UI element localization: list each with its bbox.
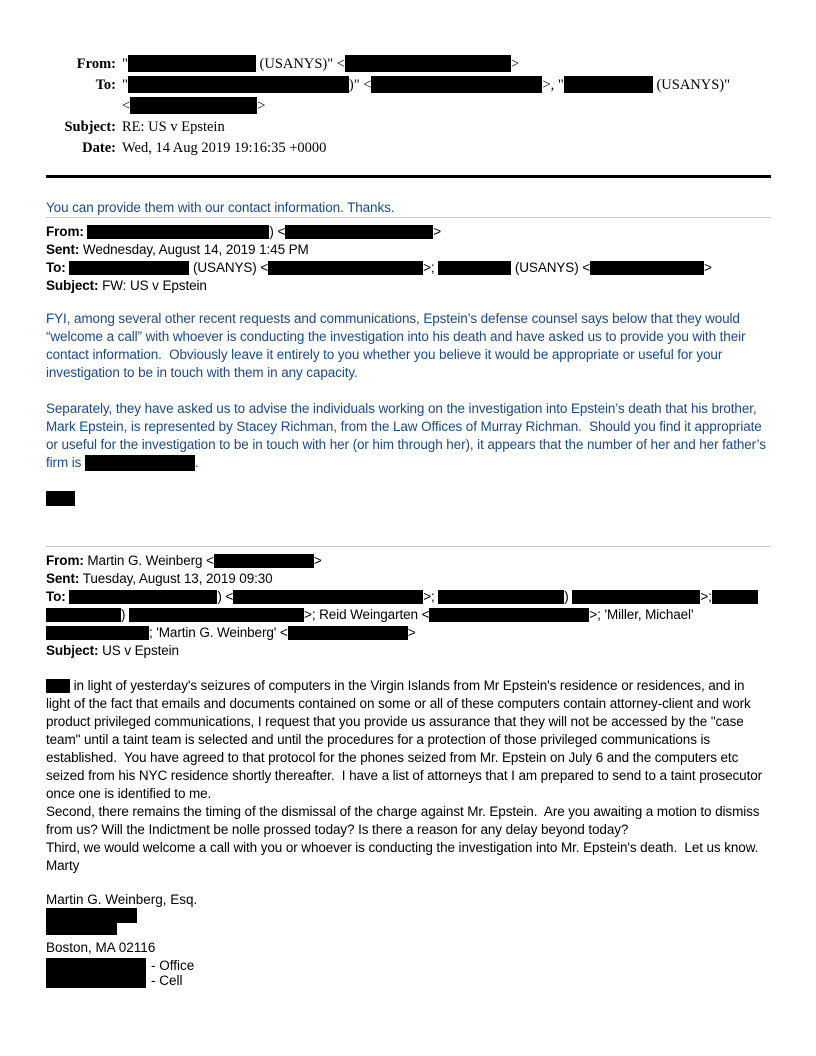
body-paragraph: FYI, among several other recent requests and communications, Epstein’s defense counsel says below that they would “welcome a call” with whoever is conducting the investigation into his death and have asked us to provide you with their contact information. Obviously leave it entirely to you whether you believe it would be appropriate or useful for your investigation to be in touch with them in any capacity.: [46, 311, 750, 380]
header-label: Subject:: [64, 119, 116, 135]
header-value: " )" < >, " (USANYS)": [122, 77, 731, 93]
header-label: To:: [46, 589, 66, 604]
header-row: To: ) < >; ) >;: [46, 588, 771, 606]
email2-body: [46, 310, 771, 472]
redaction-bar: [214, 554, 314, 568]
signature-name: Martin G. Weinberg, Esq.: [46, 892, 198, 907]
header-row: From: ) < >: [46, 224, 442, 239]
redaction-bar: [288, 626, 408, 640]
header-value: " (USANYS)" < >: [122, 56, 520, 72]
redacted-address-line: [46, 908, 137, 923]
redaction-bar: [233, 590, 423, 604]
header-row: Subject: FW: US v Epstein: [46, 278, 207, 293]
header-label: Sent:: [46, 242, 80, 257]
redaction-bar: [85, 455, 195, 471]
body-paragraph: Second, there remains the timing of the dismissal of the charge against Mr. Epstein. Are you awaiting a motion to dismiss from us? Will the Indictment be nolle prossed today? Is there a reason for any delay beyond today?: [46, 804, 764, 837]
header-row: [46, 117, 771, 138]
header-row: [46, 54, 771, 75]
redacted-phone-numbers: [46, 958, 146, 988]
header-label: Subject:: [46, 278, 99, 293]
email2-header: [46, 223, 771, 295]
redaction-bar: [87, 225, 269, 239]
redaction-bar: [128, 76, 349, 93]
header-label: [46, 96, 116, 117]
header-row: Subject: US v Epstein: [46, 643, 179, 658]
redacted-address-line: [46, 923, 117, 935]
header-divider: [46, 175, 771, 178]
header-value: Wed, 14 Aug 2019 19:16:35 +0000: [122, 140, 327, 156]
redaction-bar: [572, 590, 700, 604]
redaction-bar: [46, 626, 149, 640]
header-label: From:: [76, 56, 116, 72]
header-row: To: (USANYS) < >; (USANYS) < >: [46, 260, 712, 275]
redaction-bar: [69, 261, 189, 275]
signature-block: [46, 892, 771, 988]
redaction-bar: [46, 608, 121, 622]
redacted-signoff-bar: [46, 491, 75, 506]
signature-city: Boston, MA 02116: [46, 940, 156, 955]
header-row: ) >; Reid Weingarten < >; 'Miller, Michael': [46, 606, 771, 624]
redaction-bar: [564, 76, 653, 93]
header-row: [46, 138, 771, 159]
header-row: [46, 75, 771, 96]
cell-label: - Cell: [151, 973, 183, 988]
message-separator: [46, 546, 771, 547]
body-paragraph: Third, we would welcome a call with you or whoever is conducting the investigation into Mr. Epstein's death. Let us know.: [46, 840, 759, 855]
redaction-bar: [371, 76, 542, 93]
redaction-bar: [712, 590, 758, 604]
header-label: From:: [46, 553, 84, 568]
redaction-bar: [130, 97, 257, 114]
redaction-bar: [69, 590, 217, 604]
email3-body: [46, 677, 771, 875]
redaction-bar: [46, 679, 70, 693]
redaction-bar: [429, 608, 589, 622]
redaction-bar: [590, 261, 704, 275]
office-label: - Office: [151, 958, 195, 973]
reply-note: You can provide them with our contact information. Thanks.: [46, 200, 395, 215]
redaction-bar: [129, 608, 304, 622]
redaction-bar: [438, 261, 511, 275]
redaction-bar: [345, 55, 511, 72]
phone-labels: [146, 958, 194, 988]
redaction-bar: [285, 225, 433, 239]
message-separator: [46, 217, 771, 218]
body-paragraph: Marty: [46, 858, 80, 873]
header-label: To:: [46, 260, 66, 275]
header-value: RE: US v Epstein: [122, 119, 225, 135]
header-row: From: Martin G. Weinberg < >: [46, 553, 322, 568]
header-label: Sent:: [46, 571, 80, 586]
header-row: ; 'Martin G. Weinberg' < >: [46, 624, 771, 642]
header-label: Date:: [82, 140, 116, 156]
email1-header: [46, 54, 771, 159]
header-label: To:: [95, 77, 116, 93]
redaction-bar: [438, 590, 564, 604]
redaction-bar: [268, 261, 423, 275]
header-label: Subject:: [46, 643, 99, 658]
body-paragraph: in light of yesterday's seizures of computers in the Virgin Islands from Mr Epstein's residence or residences, and in light of the fact that emails and documents contained on some or all of these computers contain attorney-client and work product privileged communications, I request that you provide us assurance that they will not be accessed by the "case team" until a taint team is selected and until the procedures for a protection of those privileged communications is established. You have agreed to that protocol for the phones seized from Mr. Epstein on July 6 and the computers etc seized from his NYC residence shortly thereafter. I have a list of attorneys that I am prepared to send to a taint prosecutor once one is identified to me.: [46, 678, 766, 801]
header-row: [46, 96, 771, 117]
header-row: Sent: Wednesday, August 14, 2019 1:45 PM: [46, 242, 309, 257]
body-paragraph: Separately, they have asked us to advise the individuals working on the investigation into Epstein’s death that his brother, Mark Epstein, is represented by Stacey Richman, from the Law Offices of Murray Richman. Should you find it appropriate or useful for the investigation to be in touch with her (or him through her), it appears that the number of her and her father’s firm is .: [46, 401, 770, 470]
email3-header: [46, 552, 771, 660]
header-value: < >: [122, 98, 266, 114]
redaction-bar: [128, 55, 256, 72]
signature-phones: [46, 958, 771, 988]
header-label: From:: [46, 224, 84, 239]
header-row: Sent: Tuesday, August 13, 2019 09:30: [46, 571, 273, 586]
